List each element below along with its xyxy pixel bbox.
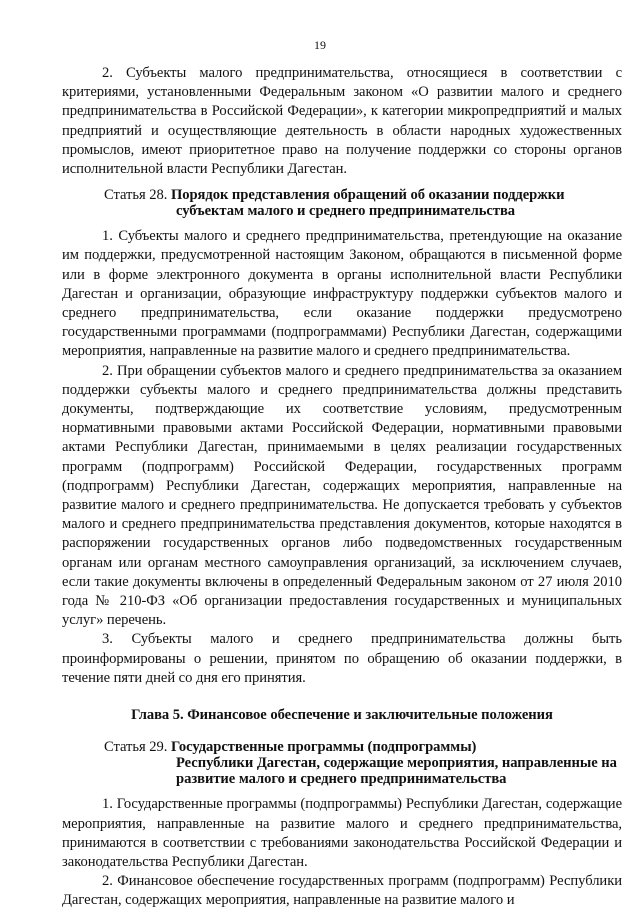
paragraph-small-business-priority: 2. Субъекты малого предпринимательства, относящиеся в соответствии с критериями, установленными Федеральным законом «О развитии малого и среднего предпринимательства в Российской Федерации», к категории микропредприятий и малых предприятий и осуществляющие деятельность в области народных художественных промыслов, имеют приоритетное право на получение поддержки со стороны органов исполнительной власти Республики Дагестан. xyxy=(62,65,622,178)
article-28-paragraph-2: 2. При обращении субъектов малого и среднего предпринимательства за оказанием поддержки субъекты малого и среднего предпринимательства должны представить документы, подтверждающие их соответствие условиям, предусмотренным нормативными правовыми актами Российской Федерации, нормативными правовыми актами Республики Дагестан, принимаемыми в целях реализации государственных программ (подпрограмм) Российской Федерации, государственных программ (подпрограмм) Республики Дагестан, содержащих мероприятия, направленные на развитие малого и среднего предпринимательства. Не допускается требовать у субъектов малого и среднего предпринимательства представления документов, которые находятся в распоряжении государственных органов либо подведомственных государственным органам или органам местного самоуправления организаций, за исключением случаев, если такие документы включены в определенный Федеральным законом от 27 июля 2010 года № 210-ФЗ «Об организации предоставления государственных и муниципальных услуг» перечень. xyxy=(62,362,622,629)
article-29-paragraph-2: 2. Финансовое обеспечение государственных программ (подпрограмм) Республики Дагестан, содержащих мероприятия, направленные на развитие малого и xyxy=(62,873,622,909)
article-28-paragraph-3: 3. Субъекты малого и среднего предпринимательства должны быть проинформированы о решении, принятом по обращению об оказании поддержки, в течение пяти дней со дня его принятия. xyxy=(62,631,622,686)
article-29-paragraph-1: 1. Государственные программы (подпрограммы) Республики Дагестан, содержащие мероприятия, направленные на развитие малого и среднего предпринимательства, принимаются в соответствии с требованиями законодательства Российской Федерации и законодательства Республики Дагестан. xyxy=(62,796,622,870)
article-28-heading xyxy=(62,187,622,219)
article-28-paragraph-1: 1. Субъекты малого и среднего предпринимательства, претендующие на оказание им поддержки, предусмотренной настоящим Законом, обращаются в письменной форме или в форме электронного документа в органы исполнительной власти Республики Дагестан и организации, образующие инфраструктуру поддержки субъектов малого и среднего предпринимательства, если оказание поддержки предусмотрено государственными программами (подпрограммами) Республики Дагестан, содержащими мероприятия, направленные на развитие малого и среднего предпринимательства. xyxy=(62,228,622,360)
article-29-heading xyxy=(62,739,622,787)
article-28-label: Статья 28. xyxy=(104,187,171,204)
article-29-title: Государственные программы (подпрограммы) xyxy=(170,739,477,756)
chapter-5-heading: Глава 5. Финансовое обеспечение и заключительные положения xyxy=(131,707,553,724)
article-28-title-continued: субъектам малого и среднего предпринимательства xyxy=(176,203,516,220)
article-29-label: Статья 29. xyxy=(104,739,171,756)
article-28-title: Порядок представления обращений об оказании поддержки xyxy=(170,187,565,204)
page-number: 19 xyxy=(314,38,326,52)
article-29-title-continued: Республики Дагестан, содержащие мероприятия, направленные на развитие малого и среднего предпринимательства xyxy=(176,755,617,788)
document-body xyxy=(62,64,622,911)
